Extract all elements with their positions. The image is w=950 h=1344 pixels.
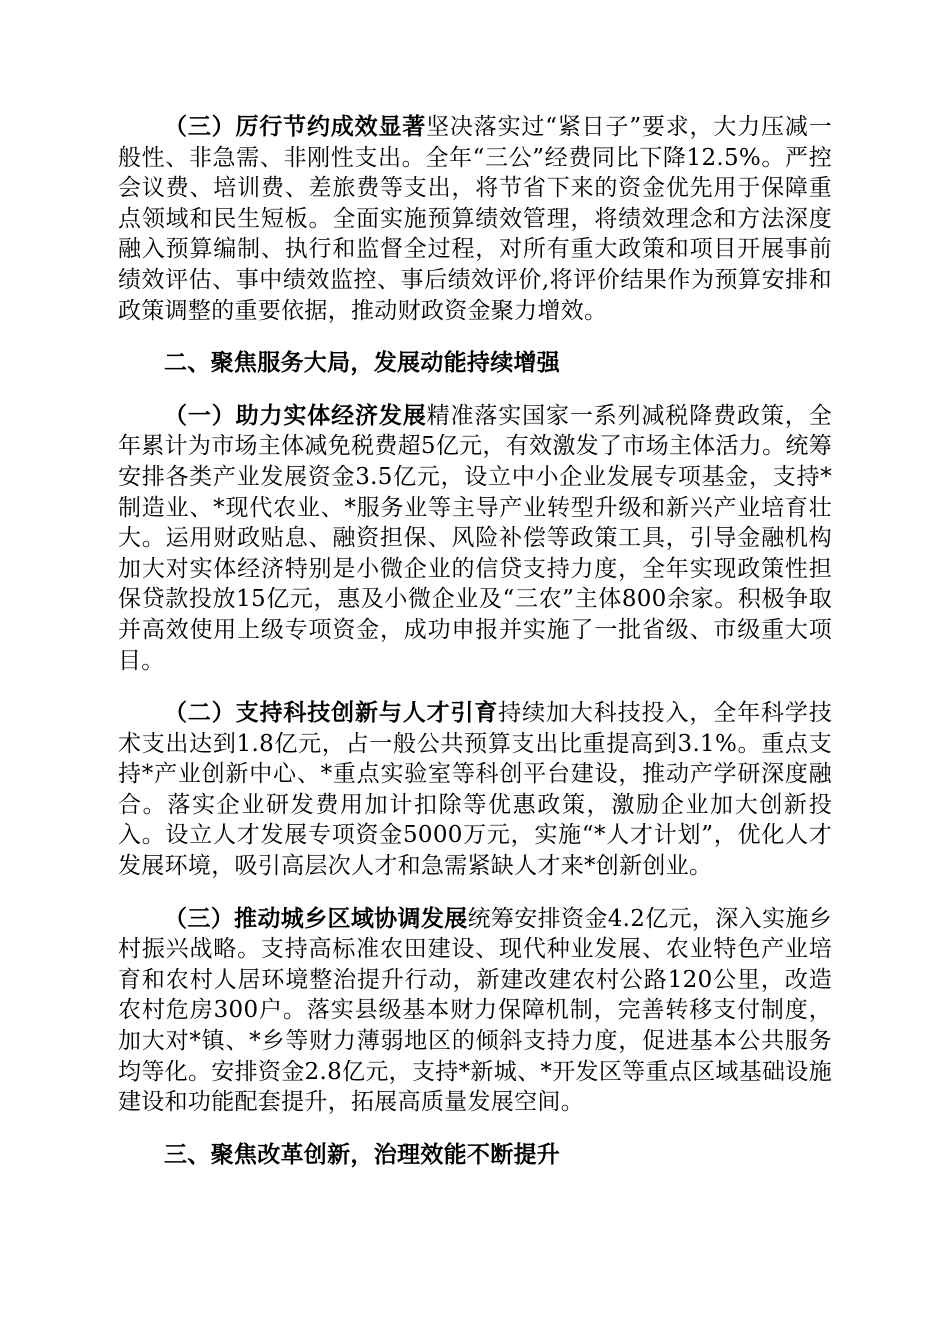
paragraph-real-economy xyxy=(118,401,832,676)
paragraph-body: 精准落实国家一系列减税降费政策，全年累计为市场主体减免税费超5亿元，有效激发了市场主体活力。统筹安排各类产业发展资金3.5亿元，设立中小企业发展专项基金，支持*制造业、*现代农业、*服务业等主导产业转型升级和新兴产业培育壮大。运用财政贴息、融资担保、风险补偿等政策工具，引导金融机构加大对实体经济特别是小微企业的信贷支持力度，全年实现政策性担保贷款投放15亿元，惠及小微企业及“三农”主体800余家。积极争取并高效使用上级专项资金，成功申报并实施了一批省级、市级重大项目。 xyxy=(118,402,832,674)
paragraph-urban-rural xyxy=(118,904,832,1118)
paragraph-austerity xyxy=(118,112,832,326)
paragraph-lead: （一）助力实体经济发展 xyxy=(164,401,427,429)
section-heading-3: 三、聚焦改革创新，治理效能不断提升 xyxy=(164,1140,561,1168)
paragraph-lead: （二）支持科技创新与人才引育 xyxy=(164,699,499,727)
paragraph-lead: （三）推动城乡区域协调发展 xyxy=(164,904,468,932)
paragraph-innovation xyxy=(118,698,832,882)
paragraph-body: 持续加大科技投入，全年科学技术支出达到1.8亿元，占一般公共预算支出比重提高到3.1%。重点支持*产业创新中心、*重点实验室等科创平台建设，推动产学研深度融合。落实企业研发费用加计扣除等优惠政策，激励企业加大创新投入。设立人才发展专项资金5000万元，实施“*人才计划”，优化人才发展环境，吸引高层次人才和急需紧缺人才来*创新创业。 xyxy=(118,700,833,880)
paragraph-lead: （三）厉行节约成效显著 xyxy=(164,113,427,140)
paragraph-body: 坚决落实过“紧日子”要求，大力压减一般性、非急需、非刚性支出。全年“三公”经费同比下降12.5%。严控会议费、培训费、差旅费等支出，将节省下来的资金优先用于保障重点领域和民生短板。全面实施预算绩效管理，将绩效理念和方法深度融入预算编制、执行和监督全过程，对所有重大政策和项目开展事前绩效评估、事中绩效监控、事后绩效评价,将评价结果作为预算安排和政策调整的重要依据，推动财政资金聚力增效。 xyxy=(118,114,832,324)
section-heading-2: 二、聚焦服务大局，发展动能持续增强 xyxy=(164,349,561,377)
paragraph-body: 统筹安排资金4.2亿元，深入实施乡村振兴战略。支持高标准农田建设、现代种业发展、农业特色产业培育和农村人居环境整治提升行动，新建改建农村公路120公里，改造农村危房300户。落实县级基本财力保障机制，完善转移支付制度，加大对*镇、*乡等财力薄弱地区的倾斜支持力度，促进基本公共服务均等化。安排资金2.8亿元，支持*新城、*开发区等重点区域基础设施建设和功能配套提升，拓展高质量发展空间。 xyxy=(118,905,832,1116)
